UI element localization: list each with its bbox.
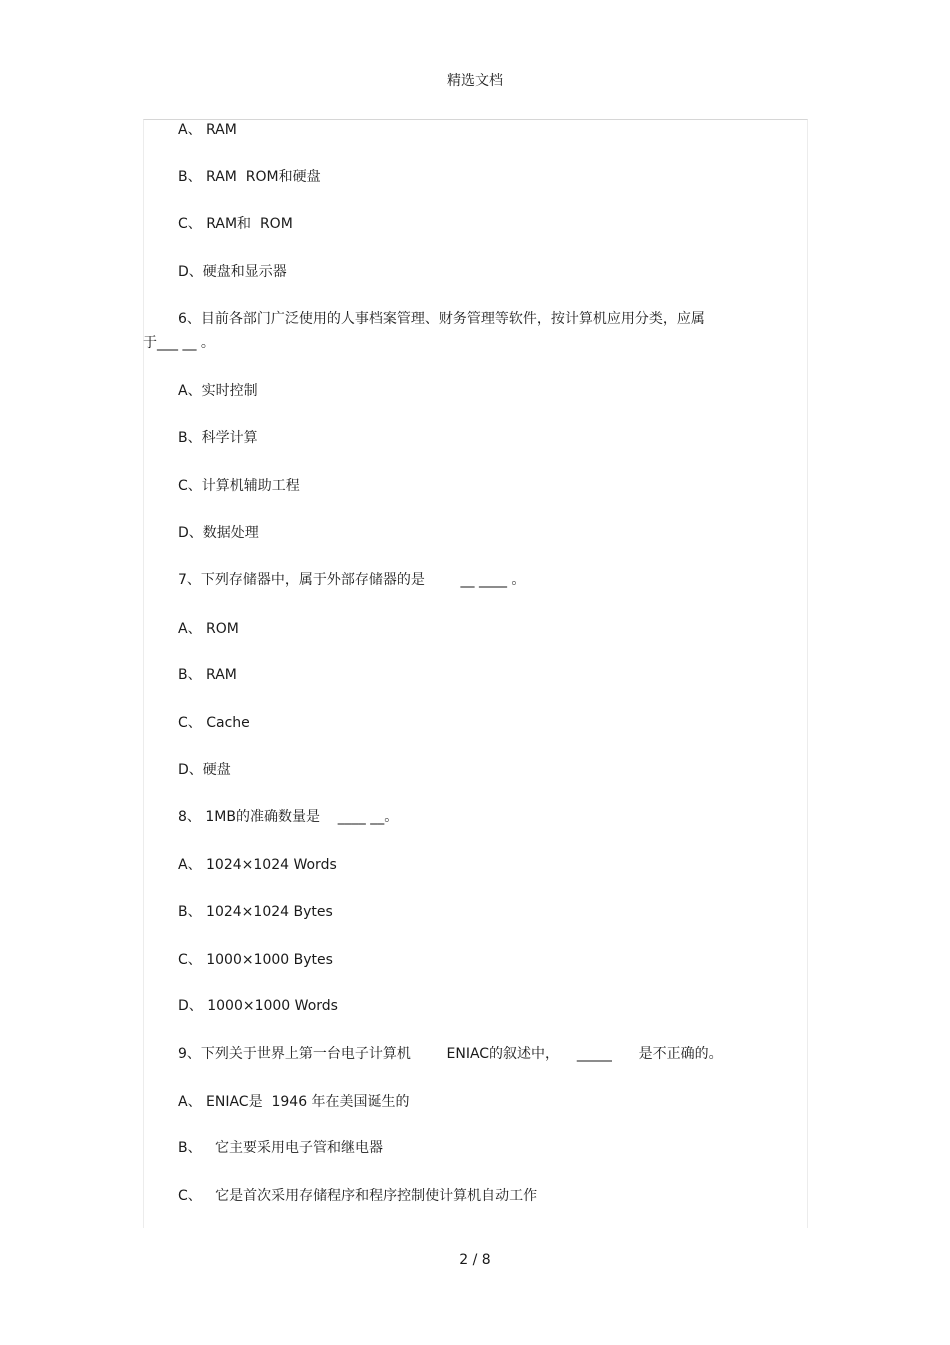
q7-option-d: D、硬盘	[178, 762, 231, 778]
question-8: 8、 1MB的准确数量是 ____ __。	[178, 809, 399, 825]
q9-option-a: A、 ENIAC是 1946 年在美国诞生的	[178, 1094, 410, 1110]
q6-option-c: C、计算机辅助工程	[178, 478, 300, 494]
page-number: 2 / 8	[459, 1252, 491, 1268]
question-7: 7、下列存储器中，属于外部存储器的是 __ ____ 。	[178, 572, 526, 588]
q8-option-c: C、 1000×1000 Bytes	[178, 952, 333, 968]
q8-option-d: D、 1000×1000 Words	[178, 998, 338, 1014]
q9-option-b: B、 它主要采用电子管和继电器	[178, 1140, 383, 1156]
q6-option-a: A、实时控制	[178, 383, 258, 399]
q9-option-c: C、 它是首次采用存储程序和程序控制使计算机自动工作	[178, 1188, 538, 1204]
question-9: 9、下列关于世界上第一台电子计算机 ENIAC的叙述中， _____ 是不正确的。	[178, 1046, 723, 1062]
q6-option-d: D、数据处理	[178, 525, 259, 541]
option-b-ram-rom-disk: B、 RAM ROM和硬盘	[178, 169, 321, 185]
q7-option-a: A、 ROM	[178, 621, 239, 637]
q7-option-c: C、 Cache	[178, 715, 250, 731]
q8-option-a: A、 1024×1024 Words	[178, 857, 337, 873]
option-d-disk-display: D、硬盘和显示器	[178, 264, 287, 280]
q8-option-b: B、 1024×1024 Bytes	[178, 904, 333, 920]
option-c-ram-rom: C、 RAM和 ROM	[178, 216, 293, 232]
question-6: 6、目前各部门广泛使用的人事档案管理、财务管理等软件，按计算机应用分类，应属	[178, 311, 705, 327]
page-header: 精选文档	[447, 73, 503, 89]
question-6-continued: 于___ __ 。	[143, 335, 215, 351]
option-a-ram: A、 RAM	[178, 122, 237, 138]
q7-option-b: B、 RAM	[178, 667, 237, 683]
q6-option-b: B、科学计算	[178, 430, 258, 446]
